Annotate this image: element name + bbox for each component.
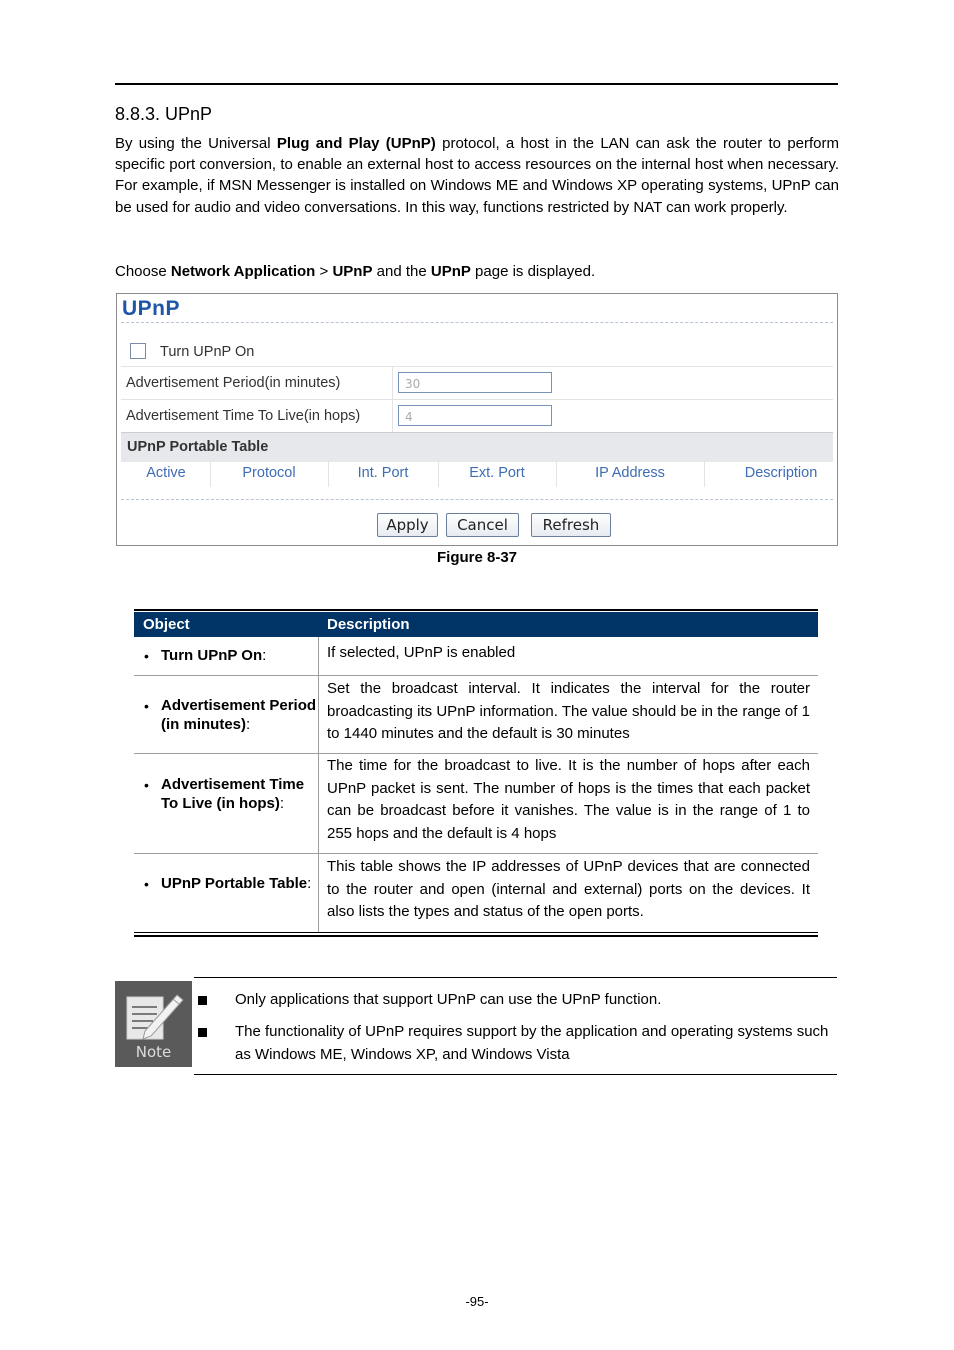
adv-ttl-label: Advertisement Time To Live(in hops) <box>126 408 361 424</box>
table-top-rule <box>134 609 818 611</box>
adv-period-input[interactable]: 30 <box>398 372 552 393</box>
note-bottom-rule <box>194 1074 837 1075</box>
buttons-divider <box>121 499 833 500</box>
square-bullet-icon <box>198 1028 207 1037</box>
turn-upnp-on-label: Turn UPnP On <box>160 344 255 360</box>
note-icon-box <box>115 981 192 1067</box>
portable-table-header <box>121 432 833 462</box>
cancel-button[interactable]: Cancel <box>446 513 519 537</box>
adv-period-label: Advertisement Period(in minutes) <box>126 375 341 391</box>
intro-paragraph: By using the Universal Plug and Play (UPnP) protocol, a host in the LAN can ask the router to perform specific port conversion, to enable an external host to access resources on the internal host when necessary. For example, if MSN Messenger is installed on Windows ME and Windows XP operating systems, UPnP can be used for audio and video conversations. In this way, functions restricted by NAT can work properly. <box>115 135 839 216</box>
object-name: UPnP Portable Table <box>161 875 308 892</box>
apply-button[interactable]: Apply <box>377 513 438 537</box>
turn-upnp-on-checkbox[interactable] <box>130 343 146 359</box>
row-divider <box>134 675 818 676</box>
note-pencil-icon <box>115 981 192 1043</box>
table-bottom-rule <box>134 932 818 933</box>
choose-instruction: Choose Network Application > UPnP and the UPnP page is displayed. <box>115 263 596 280</box>
bullet-icon: • <box>144 648 149 664</box>
page-number: -95- <box>465 1294 489 1309</box>
object-description: Set the broadcast interval. It indicates the interval for the router broadcasting its UPnP information. The value should be in the range of 1 to 1440 minutes and the default is 30 minutes <box>327 680 810 743</box>
column-description: Description <box>744 465 818 481</box>
row-divider <box>134 753 818 754</box>
object-name: Advertisement Time To Live (in hops) <box>161 776 305 812</box>
object-name: Advertisement Period (in minutes) <box>161 697 317 733</box>
table-header-row <box>134 612 818 637</box>
portable-table-label: UPnP Portable Table <box>127 439 269 455</box>
figure-caption: Figure 8-37 <box>436 549 518 566</box>
object-name: Turn UPnP On <box>161 647 263 664</box>
column-int-port: Int. Port <box>357 465 409 481</box>
refresh-button[interactable]: Refresh <box>531 513 611 537</box>
adv-ttl-input[interactable]: 4 <box>398 405 552 426</box>
column-ip-address: IP Address <box>595 465 665 481</box>
column-active: Active <box>146 465 186 481</box>
row-divider <box>134 853 818 854</box>
column-ext-port: Ext. Port <box>469 465 525 481</box>
bullet-icon: • <box>144 876 149 892</box>
column-protocol: Protocol <box>242 465 296 481</box>
square-bullet-icon <box>198 996 207 1005</box>
bullet-icon: • <box>144 777 149 793</box>
object-description: If selected, UPnP is enabled <box>327 644 516 661</box>
header-object: Object <box>143 616 190 633</box>
upnp-page-title: UPnP <box>122 297 181 320</box>
note-icon-label: Note <box>135 1043 172 1061</box>
bullet-icon: • <box>144 698 149 714</box>
title-divider <box>121 322 833 323</box>
header-description: Description <box>327 616 410 633</box>
note-top-rule <box>194 977 837 978</box>
table-bottom-rule <box>134 935 818 937</box>
section-title: 8.8.3. UPnP <box>115 104 213 124</box>
object-description: This table shows the IP addresses of UPnP devices that are connected to the router and open (internal and external) ports on the devices. It also lists the types and status of the open ports. <box>327 858 810 921</box>
header-rule <box>115 83 838 85</box>
upnp-page-screenshot <box>116 293 838 546</box>
object-description: The time for the broadcast to live. It is the number of hops after each UPnP packet is sent. The number of hops is the times that each packet can be broadcast before it vanishes. The value is in the range of 1 to 255 hops and the default is 4 hops <box>327 757 810 843</box>
